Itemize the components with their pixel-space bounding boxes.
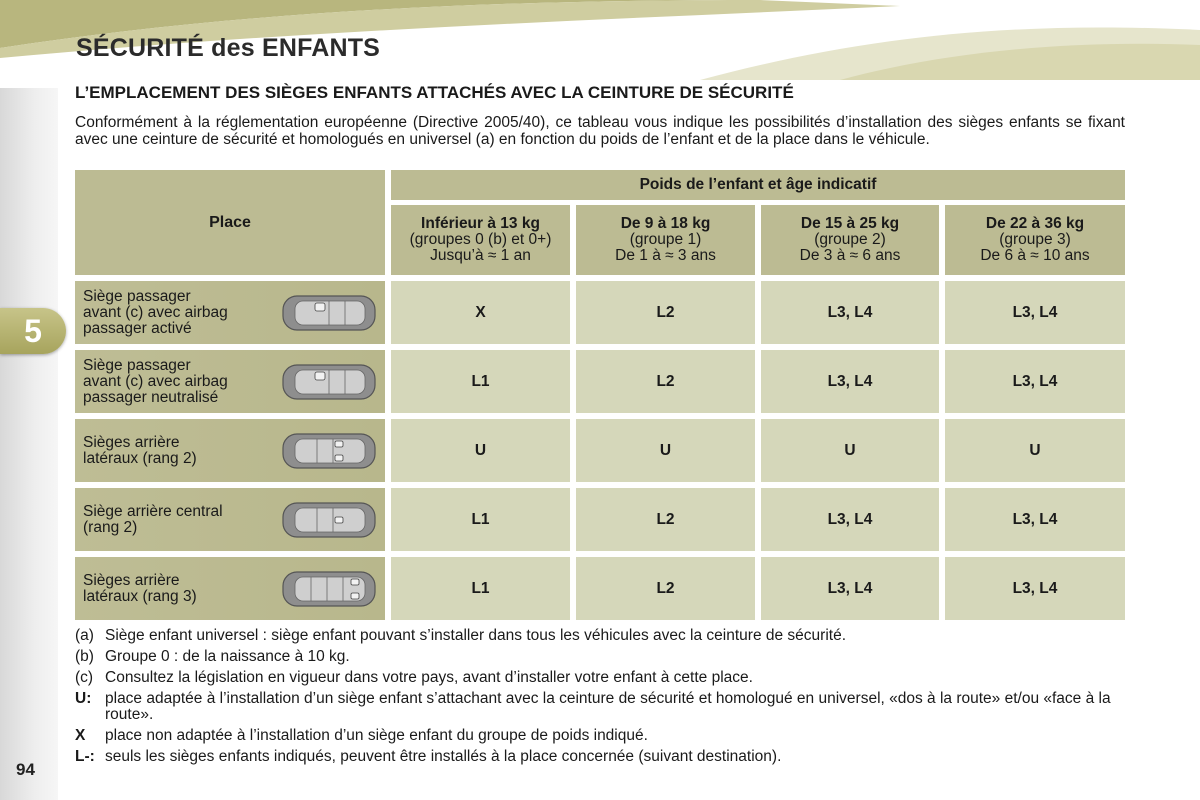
column-header — [761, 205, 939, 275]
footnote — [75, 628, 1127, 644]
column-header — [945, 205, 1125, 275]
column-group: (groupe 3) — [999, 231, 1071, 248]
footnotes — [75, 628, 1127, 770]
place-label — [83, 350, 273, 413]
column-header — [576, 205, 755, 275]
table-cell: X — [391, 281, 570, 344]
footnote-text: Siège enfant universel : siège enfant pouvant s’installer dans tous les véhicules avec la ceinture de sécurité. — [105, 627, 846, 644]
table-cell: U — [576, 419, 755, 482]
place-cell — [75, 350, 385, 413]
section-heading: L’EMPLACEMENT DES SIÈGES ENFANTS ATTACHÉS AVEC LA CEINTURE DE SÉCURITÉ — [75, 83, 794, 102]
place-cell — [75, 488, 385, 551]
footnote-key: U: — [75, 690, 92, 707]
column-weight: De 9 à 18 kg — [620, 215, 711, 232]
footnote-key: X — [75, 727, 86, 744]
footnote-text: seuls les sièges enfants indiqués, peuvent être installés à la place concernée (suivant destination). — [105, 748, 782, 765]
place-line: (rang 2) — [83, 518, 138, 536]
footnote-key: L-: — [75, 748, 95, 765]
page-number: 94 — [16, 760, 35, 779]
column-age: De 1 à ≈ 3 ans — [615, 247, 716, 264]
table-cell: L2 — [576, 281, 755, 344]
weight-group-header: Poids de l’enfant et âge indicatif — [391, 170, 1125, 200]
car-rear-side-icon — [281, 431, 377, 471]
table-cell: U — [945, 419, 1125, 482]
place-label — [83, 488, 273, 551]
footnote — [75, 670, 1127, 686]
table-cell: L3, L4 — [761, 350, 939, 413]
car-third-row-icon — [281, 569, 377, 609]
footnote-key: (a) — [75, 627, 94, 644]
table-cell: L3, L4 — [761, 557, 939, 620]
table-cell: L3, L4 — [761, 281, 939, 344]
column-group: (groupe 1) — [629, 231, 702, 248]
car-rear-center-icon — [281, 500, 377, 540]
place-line: passager neutralisé — [83, 388, 219, 406]
table-cell: L1 — [391, 350, 570, 413]
table-cell: U — [761, 419, 939, 482]
table-cell: L3, L4 — [761, 488, 939, 551]
place-line: latéraux (rang 3) — [83, 587, 197, 605]
column-age: Jusqu’à ≈ 1 an — [430, 247, 531, 264]
intro-paragraph: Conformément à la réglementation européenne (Directive 2005/40), ce tableau vous indique les possibilités d’installation des sièges enfants se fixant avec une ceinture de sécurité et homologués en universel (a) en fonction du poids de l’enfant et de la place dans le véhicule. — [75, 114, 1125, 148]
table-cell: L3, L4 — [945, 557, 1125, 620]
page-title: SÉCURITÉ des ENFANTS — [76, 34, 381, 62]
place-label — [83, 419, 273, 482]
table-cell: L3, L4 — [945, 488, 1125, 551]
column-group: (groupe 2) — [814, 231, 886, 248]
place-line: Sièges arrière — [83, 571, 180, 589]
footnote — [75, 691, 1127, 723]
footnote — [75, 749, 1127, 765]
column-age: De 6 à ≈ 10 ans — [980, 247, 1090, 264]
place-cell — [75, 557, 385, 620]
left-margin-strip — [0, 88, 58, 800]
place-line: avant (c) avec airbag — [83, 303, 228, 321]
footnote-key: (b) — [75, 648, 94, 665]
table-cell: L2 — [576, 488, 755, 551]
place-label — [83, 557, 273, 620]
table-cell: L1 — [391, 557, 570, 620]
column-header — [391, 205, 570, 275]
table-cell: L3, L4 — [945, 350, 1125, 413]
footnote — [75, 649, 1127, 665]
table-cell: L1 — [391, 488, 570, 551]
place-line: passager activé — [83, 319, 192, 337]
car-front-passenger-icon — [281, 293, 377, 333]
table-cell: L2 — [576, 350, 755, 413]
table-cell: L3, L4 — [945, 281, 1125, 344]
table-cell: U — [391, 419, 570, 482]
place-line: Sièges arrière — [83, 433, 180, 451]
footnote-text: place non adaptée à l’installation d’un siège enfant du groupe de poids indiqué. — [105, 727, 648, 744]
footnote-text: place adaptée à l’installation d’un siège enfant s’attachant avec la ceinture de sécurité et homologué en universel, «dos à la route» et/ou «face à la route». — [105, 690, 1111, 723]
place-cell — [75, 419, 385, 482]
place-line: avant (c) avec airbag — [83, 372, 228, 390]
place-column-header: Place — [75, 170, 385, 275]
footnote-key: (c) — [75, 669, 94, 686]
footnote-text: Groupe 0 : de la naissance à 10 kg. — [105, 648, 350, 665]
footnote-text: Consultez la législation en vigueur dans votre pays, avant d’installer votre enfant à cette place. — [105, 669, 753, 686]
column-weight: De 22 à 36 kg — [985, 215, 1085, 232]
place-label — [83, 281, 273, 344]
table-cell: L2 — [576, 557, 755, 620]
place-line: Siège passager — [83, 356, 191, 374]
place-line: Siège passager — [83, 287, 191, 305]
car-front-passenger-icon — [281, 362, 377, 402]
place-line: Siège arrière central — [83, 502, 223, 520]
column-group: (groupes 0 (b) et 0+) — [409, 231, 552, 248]
place-line: latéraux (rang 2) — [83, 449, 197, 467]
place-cell — [75, 281, 385, 344]
column-weight: Inférieur à 13 kg — [421, 215, 540, 232]
column-weight: De 15 à 25 kg — [800, 215, 900, 232]
chapter-tab: 5 — [0, 308, 66, 354]
column-age: De 3 à ≈ 6 ans — [799, 247, 901, 264]
footnote — [75, 728, 1127, 744]
